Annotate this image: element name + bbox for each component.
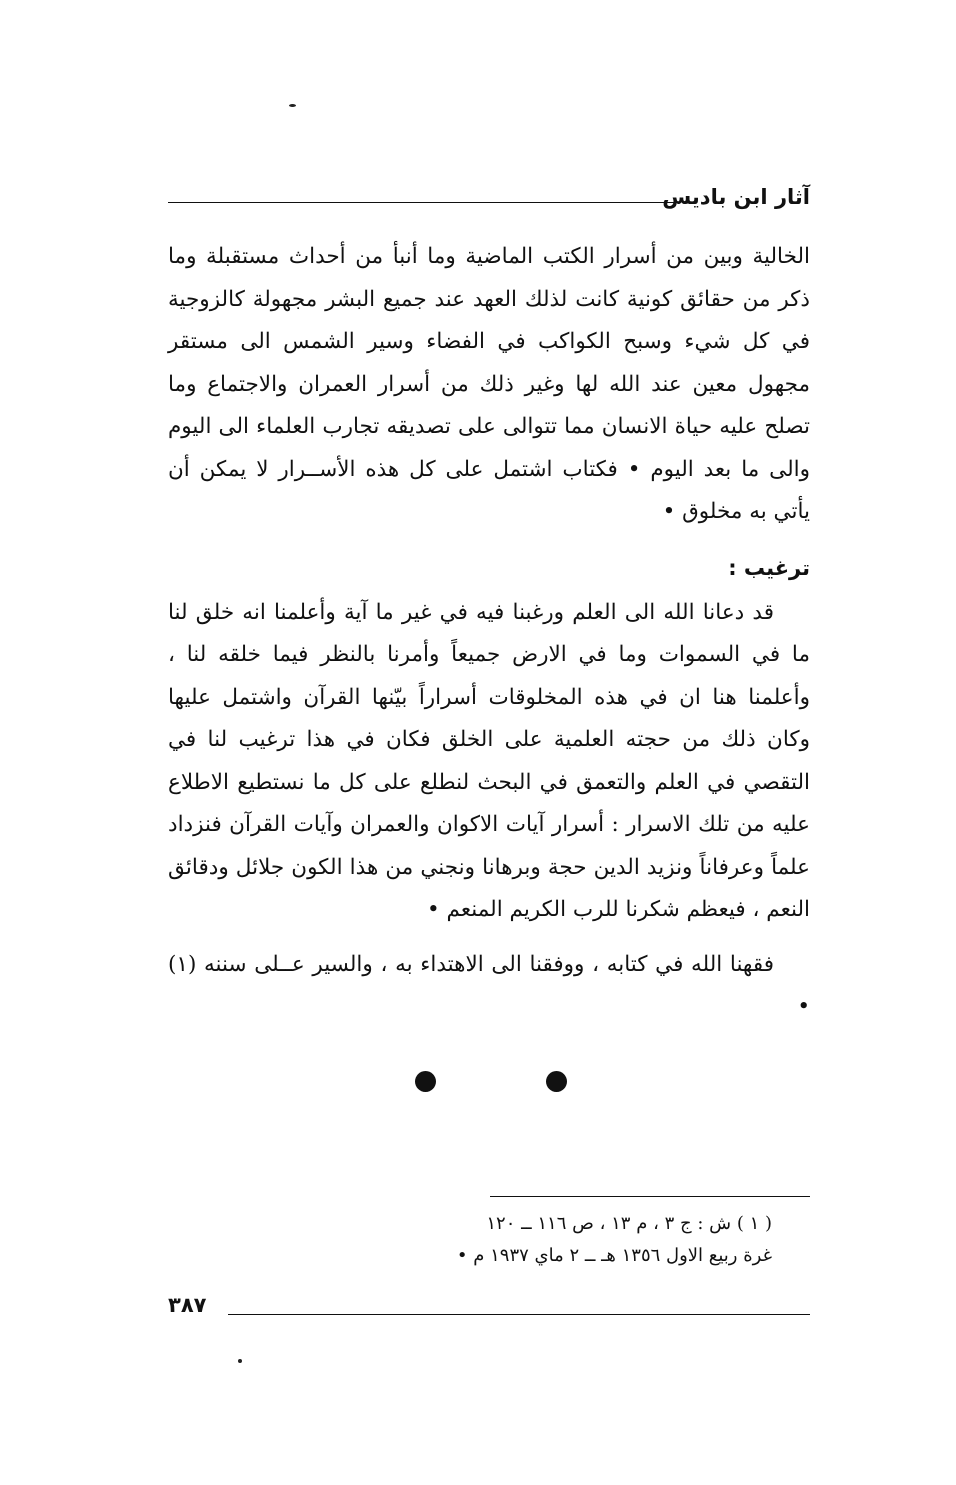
footnote-reference: ( ١ ) ش : ج ٣ ، م ١٣ ، ص ١١٦ ــ ١٢٠ <box>486 1213 772 1234</box>
running-header-rule <box>168 202 680 203</box>
separator-dot-right <box>546 1071 567 1092</box>
footer-rule <box>228 1314 810 1315</box>
section-heading-targhib: ترغيب : <box>728 555 810 580</box>
running-header <box>168 180 810 216</box>
scan-speck-bottom <box>238 1359 242 1363</box>
page-footer <box>168 1290 810 1326</box>
footnote-rule <box>490 1196 810 1197</box>
paragraph-secrets-of-quran: الخالية وبين من أسرار الكتب الماضية وما أنبأ من أحداث مستقبلة وما ذكر من حقائق كونية كانت لذلك العهد عند جميع البشر مجهولة كالزوجية في كل شيء وسبح الكواكب في الفضاء وسير الشمس الى مستقر مجهول معين عند الله لها وغير ذلك من أسرار العمران والاجتماع وما تصلح عليه حياة الانسان مما تتوالى على تصديقه تجارب العلماء الى اليوم والى ما بعد اليوم • فكتاب اشتمل على كل هذه الأســرار لا يمكن أن يأتي به مخلوق • <box>168 244 810 524</box>
paragraph-encouragement: قد دعانا الله الى العلم ورغبنا فيه في غير ما آية وأعلمنا انه خلق لنا ما في السموات وما في الارض جميعاً وأمرنا بالنظر فيما خلقه لنا ، وأعلمنا هنا ان في هذه المخلوقات أسراراً بيّنها القرآن واشتمل عليها وكان ذلك من حجته العلمية على الخلق فكان في هذا ترغيب لنا في التقصي في العلم والتعمق في البحث لنطلع على كل ما نستطيع الاطلاع عليه من تلك الاسرار : أسرار آيات الاكوان والعمران وآيات القرآن فنزداد علماً وعرفاناً ونزيد الدين حجة وبرهانا ونجني من هذا الكون جلائل ودقائق النعم ، فيعظم شكرنا للرب الكريم المنعم • <box>168 599 810 922</box>
paragraph-closing-prayer: فقهنا الله في كتابه ، ووفقنا الى الاهتداء به ، والسير عــلى سننه (١) • <box>168 951 810 1019</box>
running-header-title: آثار ابن باديس <box>662 185 810 209</box>
scan-speck-top <box>289 104 296 107</box>
footnote-date: غرة ربيع الاول ١٣٥٦ هـ ــ ٢ ماي ١٩٣٧ م • <box>456 1245 772 1266</box>
footnotes <box>168 1208 810 1272</box>
main-text <box>168 236 810 1029</box>
separator-dot-left <box>415 1071 436 1092</box>
section-separator <box>0 1071 956 1093</box>
page-number: ٣٨٧ <box>168 1293 207 1317</box>
